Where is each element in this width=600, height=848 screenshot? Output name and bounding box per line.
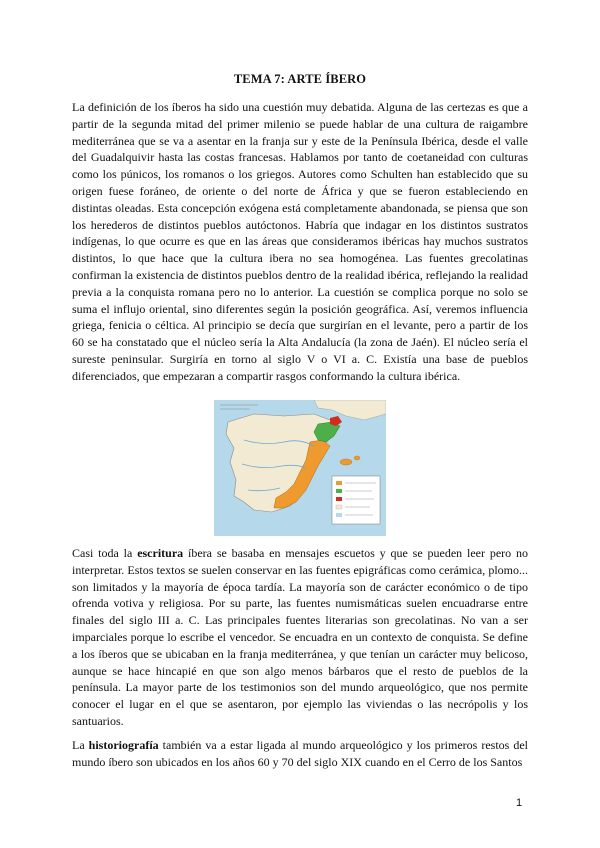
p2-rest: íbera se basaba en mensajes escuetos y que se pueden leer pero no interpretar. Estos textos se suelen conservar en las fuentes epigráficas como cerámica, plomo... son limitados y la mayoría de época tardía. La mayoría son de carácter económico o de tipo ofrenda votiva y religiosa. Por su parte, las fuentes numismáticas suelen encuadrarse entre finales del siglo III a. C. Las principales fuentes literarias son grecolatinas. No van a ser imparciales porque lo escribe el vencedor. Se encuadra en un contexto de conquista. Se define a los íberos que se ubicaban en la franja mediterránea, y que tenían un carácter muy belicoso, aunque se hace hincapié en que son algo menos bárbaros que el resto de pueblos de la península. La mayor parte de los testimonios son del mundo arqueológico, que nos permite conocer el lugar en el que se asentaron, por ejemplo las viviendas o las necrópolis y los santuarios.	[72, 546, 528, 728]
term-escritura: escritura	[137, 546, 184, 560]
iberian-peninsula-map	[214, 400, 386, 536]
paragraph-definition: La definición de los íberos ha sido una cuestión muy debatida. Alguna de las certezas es que a partir de la segunda mitad del primer milenio se puede hablar de una cultura de raigambre mediterránea que se va a asentar en la franja sur y este de la Península Ibérica, desde el valle del Guadalquivir hasta las costas francesas. Hablamos por tanto de coetaneidad con culturas como los púnicos, los romanos o los griegos. Autores como Schulten han establecido que su origen fuese foráneo, de oriente o del norte de África y que se fueron estableciendo en distintas oleadas. Esta concepción exógena está completamente abandonada, se piensa que son los herederos de distintos pueblos autóctonos. Habría que indagar en los distintos sustratos indígenas, lo que ocurre es que en las áreas que consideramos ibéricas hay muchos sustratos distintos, lo que hace que la cultura ibera no sea homogénea. Las fuentes grecolatinas confirman la existencia de distintos pueblos dentro de la realidad ibérica, reflejando la realidad previa a la conquista romana pero no lo anterior. La cuestión se complica porque no solo se suma el influjo oriental, sino diferentes según la posición geográfica. Así, veremos influencia griega, fenicia o céltica. Al principio se decía que surgirían en el levante, pero a partir de los 60 se ha constatado que el núcleo sería la Alta Andalucía (la zona de Jaén). El núcleo sería el sureste peninsular. Surgiría en torno al siglo V o VI a. C. Existía una base de pueblos diferenciados, que empezaran a compartir rasgos conformando la cultura ibérica.	[72, 100, 528, 383]
page-title: TEMA 7: ARTE ÍBERO	[233, 72, 367, 86]
paragraph-writing	[72, 545, 528, 730]
page-number: 1	[516, 797, 523, 809]
p3-lead: La	[72, 738, 89, 752]
paragraph-historiography	[72, 737, 528, 771]
p3-rest: también va a estar ligada al mundo arqueológico y los primeros restos del mundo íbero son ubicados en los años 60 y 70 del siglo XIX cuando en el Cerro de los Santos	[72, 738, 529, 769]
map-balearic-islands	[340, 459, 352, 465]
term-historiografia: historiografía	[88, 738, 159, 752]
p2-lead: Casi toda la	[72, 546, 138, 560]
